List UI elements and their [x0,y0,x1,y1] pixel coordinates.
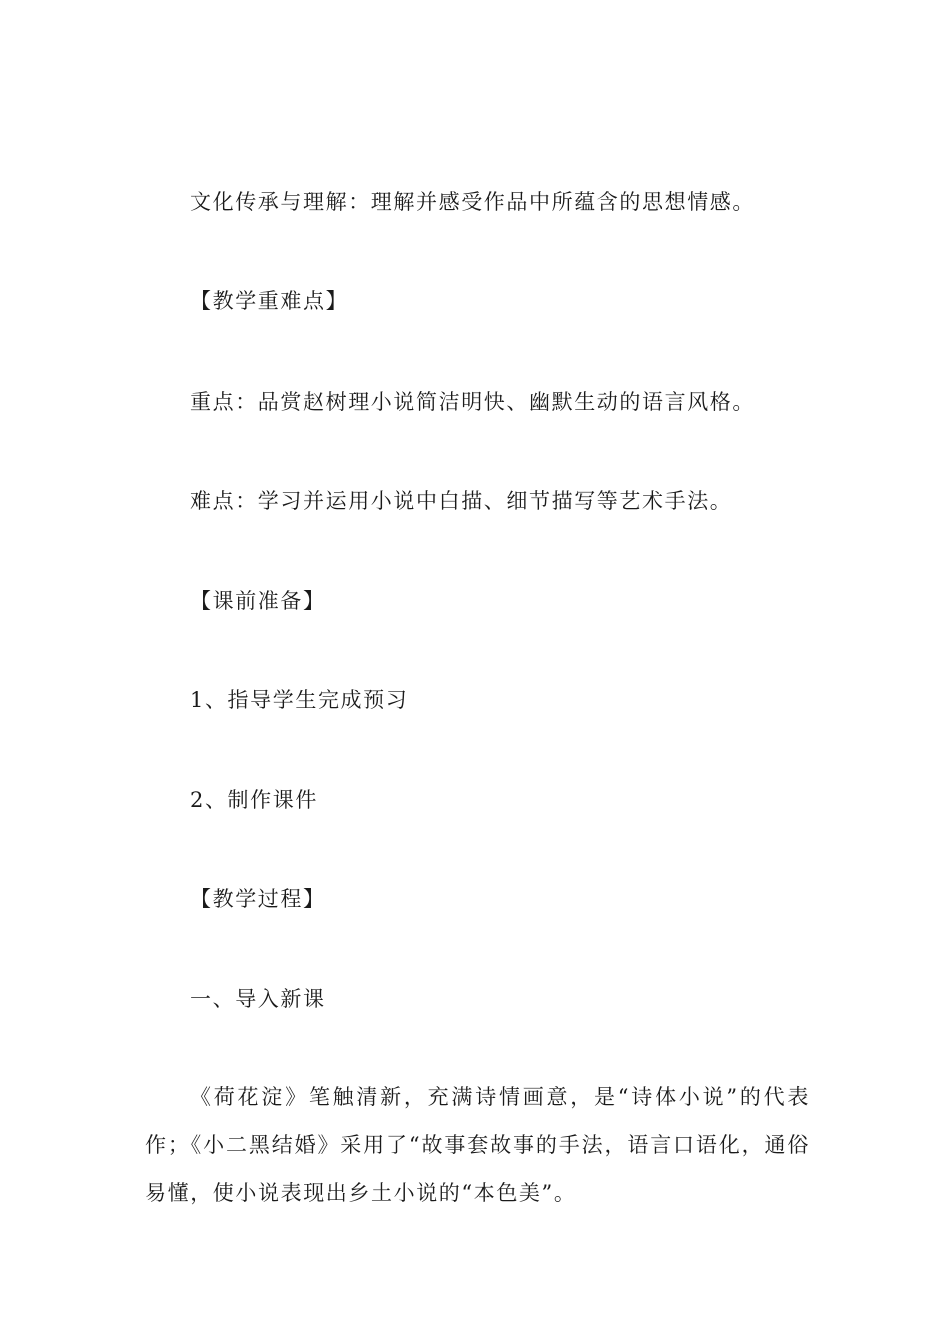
preparation-item-2: 2、制作课件 [190,788,318,812]
core-literacy-line: 文化传承与理解：理解并感受作品中所蕴含的思想情感。 [190,190,755,214]
key-point-line: 重点：品赏赵树理小说简洁明快、幽默生动的语言风格。 [190,390,755,414]
section-heading-preparation: 【课前准备】 [190,589,326,613]
difficult-point-line: 难点：学习并运用小说中白描、细节描写等艺术手法。 [190,489,733,513]
section-heading-process: 【教学过程】 [190,887,326,911]
section-heading-key-points: 【教学重难点】 [190,289,349,313]
preparation-item-1: 1、指导学生完成预习 [190,688,409,712]
intro-paragraph: 《荷花淀》笔触清新，充满诗情画意，是“诗体小说”的代表作；《小二黑结婚》采用了“故事套故事的手法，语言口语化，通俗易懂，使小说表现出乡土小说的“本色美”。 [145,1085,810,1205]
step-heading-intro: 一、导入新课 [190,987,326,1011]
